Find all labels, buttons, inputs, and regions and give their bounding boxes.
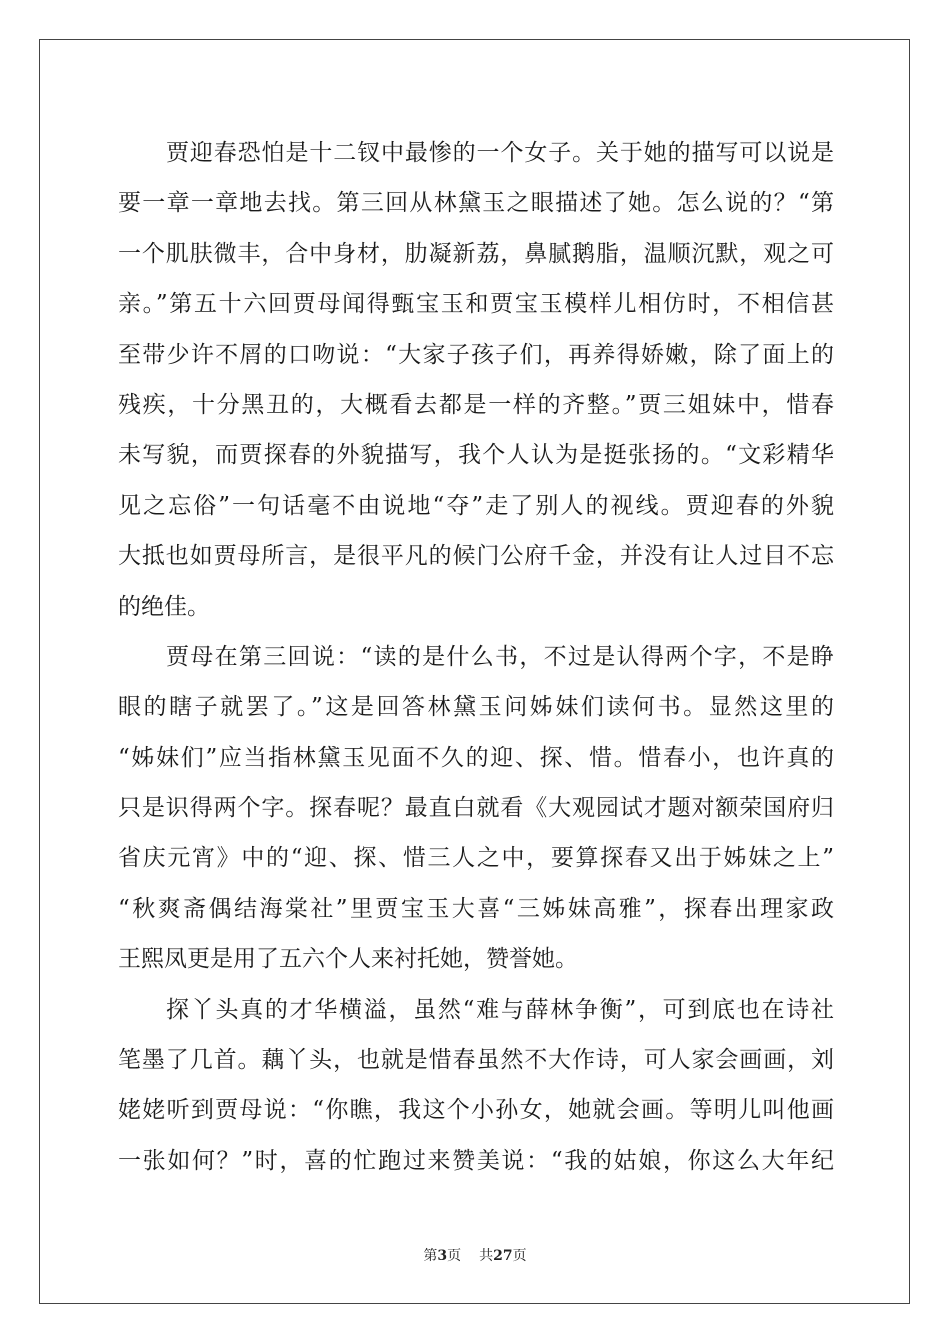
text-line: “姊妹们”应当指林黛玉见面不久的迎、探、惜。惜春小，也许真的 [118,744,834,771]
text-line: 眼的瞎子就罢了。”这是回答林黛玉问姊妹们读何书。显然这里的 [118,694,834,721]
text-line: 要一章一章地去找。第三回从林黛玉之眼描述了她。怎么说的？“第 [118,190,834,217]
paragraph-3 [118,985,834,1187]
text-line: 一张如何？”时，喜的忙跑过来赞美说：“我的姑娘，你这么大年纪 [118,1147,834,1174]
page-prefix: 第 [423,1248,438,1264]
page-footer [0,1245,950,1265]
text-line: 贾迎春恐怕是十二钗中最惨的一个女子。关于她的描写可以说是 [166,140,834,166]
document-body [118,128,834,1186]
text-line: 贾母在第三回说：“读的是什么书，不过是认得两个字，不是睁 [166,643,834,670]
page-suffix: 页 [447,1248,462,1264]
total-suffix: 页 [512,1248,527,1264]
text-line: 笔墨了几首。藕丫头，也就是惜春虽然不大作诗，可人家会画画，刘 [118,1047,834,1074]
paragraph-2 [118,632,834,985]
text-line: 省庆元宵》中的“迎、探、惜三人之中，要算探春又出于姊妹之上” [118,845,834,872]
text-line: 只是识得两个字。探春呢？最直白就看《大观园试才题对额荣国府归 [118,795,834,822]
text-line: 亲。”第五十六回贾母闻得甄宝玉和贾宝玉模样儿相仿时，不相信甚 [118,291,834,318]
total-prefix: 共 [479,1248,494,1264]
paragraph-1 [118,128,834,632]
text-line: 至带少许不屑的口吻说：“大家子孩子们，再养得娇嫩，除了面上的 [118,341,834,368]
text-line: 的绝佳。 [118,593,210,620]
text-line: 见之忘俗”一句话毫不由说地“夺”走了别人的视线。贾迎春的外貌 [118,492,834,519]
text-line: 大抵也如贾母所言，是很平凡的候门公府千金，并没有让人过目不忘 [118,543,834,570]
total-pages: 27 [493,1248,513,1264]
text-line: “秋爽斋偶结海棠社”里贾宝玉大喜“三姊妹高雅”，探春出理家政 [118,895,834,922]
text-line: 残疾，十分黑丑的，大概看去都是一样的齐整。”贾三姐妹中，惜春 [118,391,834,418]
page-number: 3 [437,1248,448,1264]
text-line: 未写貌，而贾探春的外貌描写，我个人认为是挺张扬的。“文彩精华 [118,442,834,469]
text-line: 姥姥听到贾母说：“你瞧，我这个小孙女，她就会画。等明儿叫他画 [118,1097,834,1124]
text-line: 王熙凤更是用了五六个人来衬托她，赞誉她。 [118,946,578,973]
text-line: 一个肌肤微丰，合中身材，肋凝新荔，鼻腻鹅脂，温顺沉默，观之可 [118,240,834,267]
text-line: 探丫头真的才华横溢，虽然“难与薛林争衡”，可到底也在诗社 [166,996,834,1023]
